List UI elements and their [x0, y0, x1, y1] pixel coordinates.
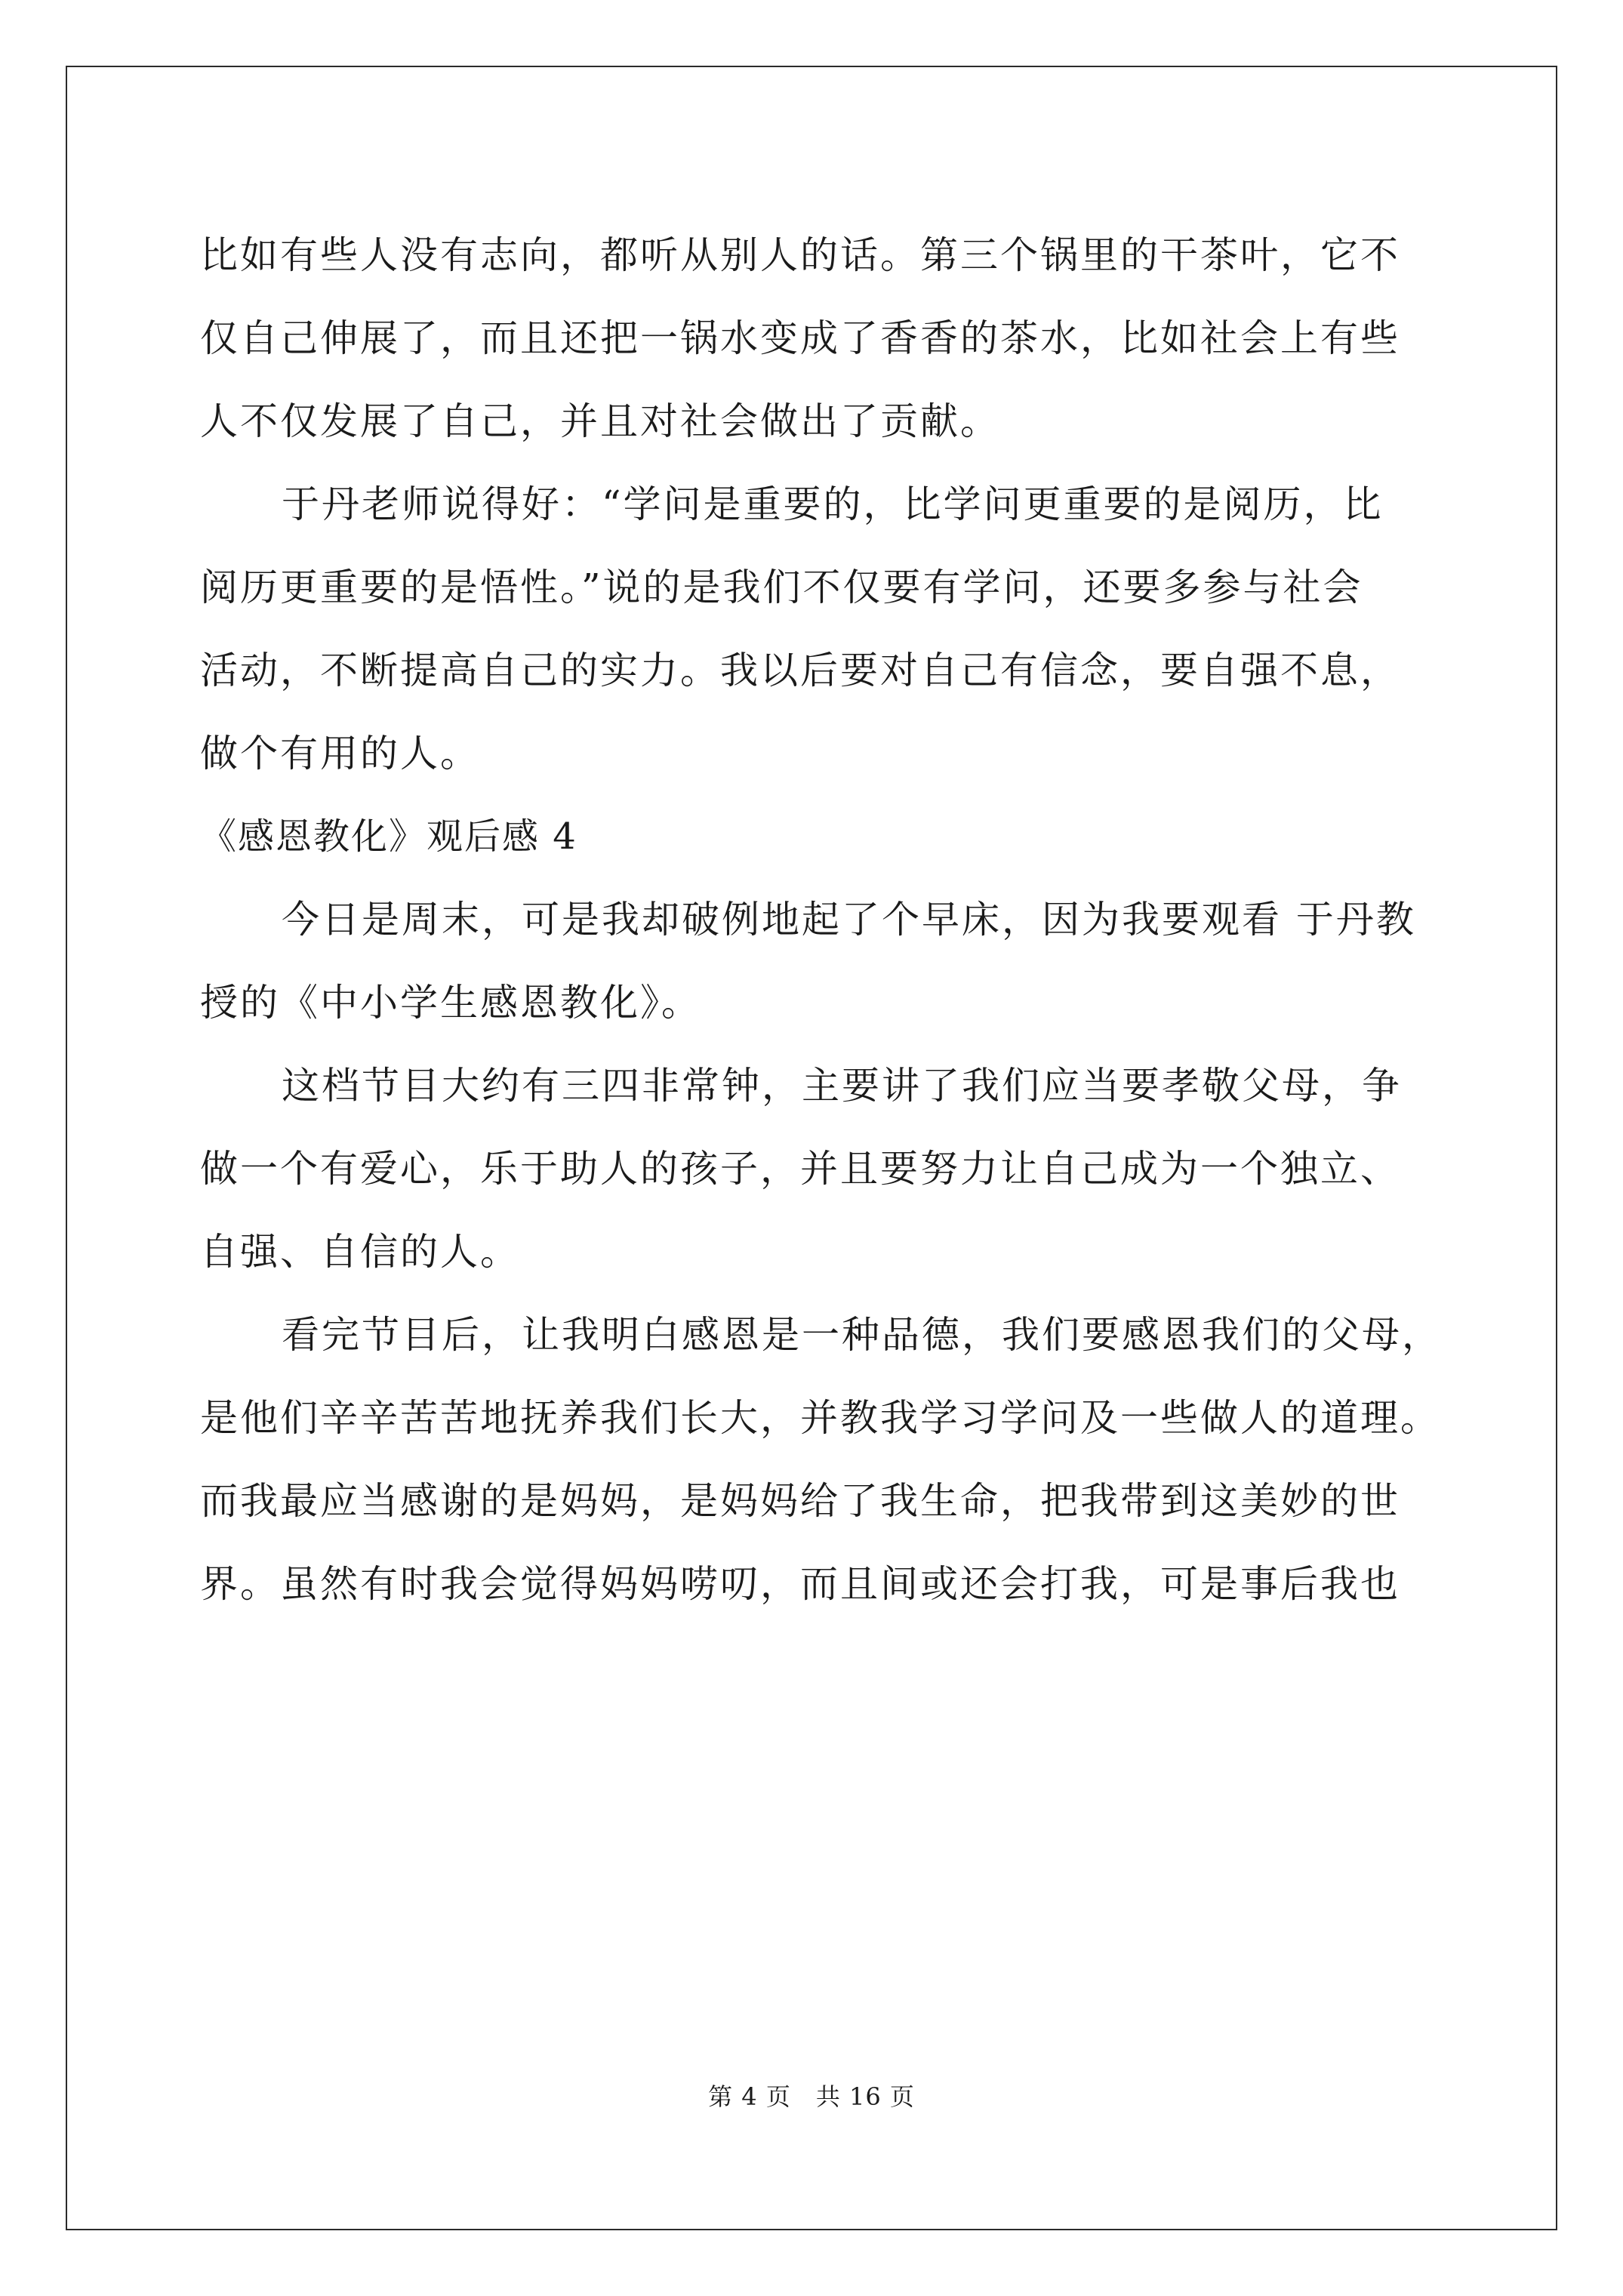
text-line: 仅自己伸展了，而且还把一锅水变成了香香的茶水，比如社会上有些 [200, 316, 1400, 360]
text-line: 人不仅发展了自己，并且对社会做出了贡献。 [200, 399, 1000, 443]
section-heading: 《感恩教化》观后感 4 [200, 815, 577, 858]
text-line: 是他们辛辛苦苦地抚养我们长大，并教我学习学问及一些做人的道理。 [200, 1396, 1440, 1440]
text-line: 做一个有爱心，乐于助人的孩子，并且要努力让自己成为一个独立、 [200, 1147, 1400, 1191]
text-line: 而我最应当感谢的是妈妈，是妈妈给了我生命，把我带到这美妙的世 [200, 1479, 1400, 1523]
text-line: 界。虽然有时我会觉得妈妈唠叨，而且间或还会打我，可是事后我也 [200, 1562, 1400, 1606]
page-number-footer: 第 4 页 共 16 页 [708, 2082, 915, 2111]
text-line: 比如有些人没有志向，都听从别人的话。第三个锅里的干茶叶，它不 [200, 233, 1400, 277]
text-line: 阅历更重要的是悟性。”说的是我们不仅要有学问，还要多参与社会 [200, 566, 1363, 609]
text-line: 活动，不断提高自己的实力。我以后要对自己有信念，要自强不息， [200, 649, 1400, 692]
paragraph-start-line: 看完节目后，让我明白感恩是一种品德，我们要感恩我们的父母， [282, 1313, 1442, 1357]
document-body [200, 214, 1442, 1626]
paragraph-start-line: 这档节目大约有三四非常钟，主要讲了我们应当要孝敬父母，争 [282, 1064, 1402, 1108]
text-line: 授的《中小学生感恩教化》。 [200, 981, 701, 1025]
text-line: 自强、自信的人。 [200, 1230, 520, 1274]
paragraph-start-line: 于丹老师说得好：“学问是重要的，比学问更重要的是阅历，比 [282, 482, 1384, 526]
text-line: 做个有用的人。 [200, 732, 480, 775]
paragraph-start-line: 今日是周末，可是我却破例地起了个早床，因为我要观看 于丹教 [282, 898, 1416, 942]
